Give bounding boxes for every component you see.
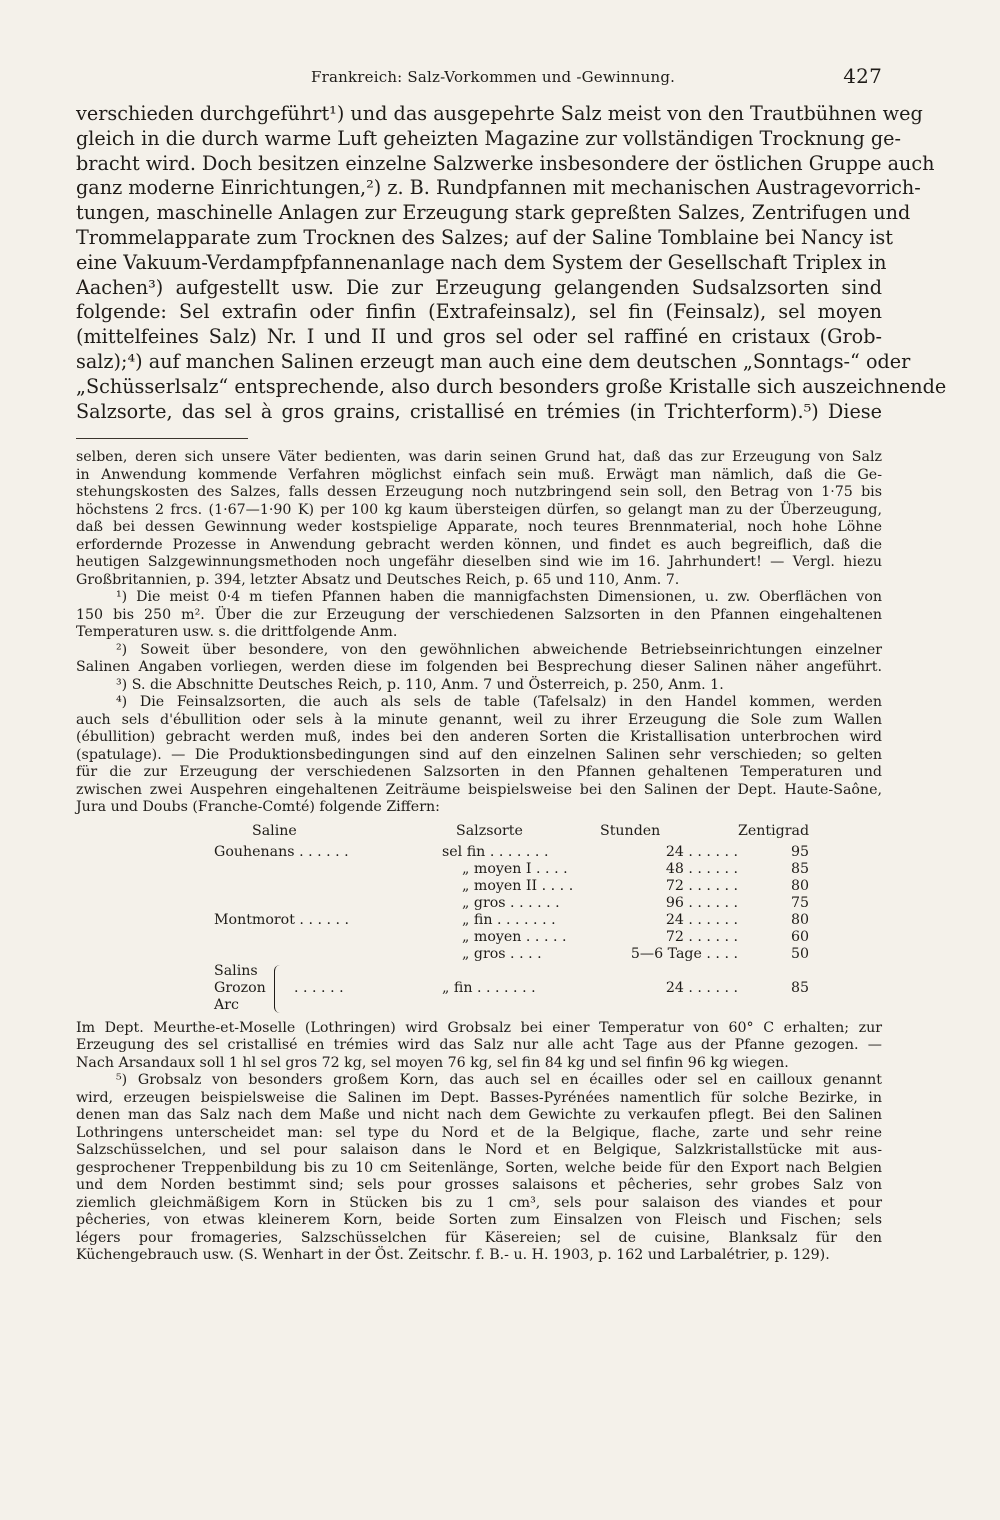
footnote-line: heutigen Salzgewinnungsmethoden noch ungefähr dieselben sind wie im 16. Jahrhundert! — Vergl. hiezu <box>76 554 882 571</box>
table-row <box>214 844 809 861</box>
cell-saline <box>214 861 442 878</box>
footnote-line: Im Dept. Meurthe-et-Moselle (Lothringen) wird Grobsalz bei einer Temperatur von 60° C erhalten; zur <box>76 1019 882 1036</box>
footnote-3 <box>76 677 882 695</box>
salt-production-table <box>214 823 809 1014</box>
footnote-line: ²) Soweit über besondere, von den gewöhnlichen abweichende Betriebseinrichtungen einzelner <box>116 641 882 658</box>
text-line: Aachen³) aufgestellt usw. Die zur Erzeugung gelangenden Sudsalzsorten sind <box>76 275 882 299</box>
footnote-line: und dem Norden bestimmt sind; sels pour grosses salaisons et pêcheries, sehr grobes Salz von <box>76 1177 882 1194</box>
text-line: Salzsorte, das sel à gros grains, cristallisé en trémies (in Trichterform).⁵) Diese <box>76 399 882 423</box>
group-name: Salins <box>214 962 258 979</box>
table-row-grouped <box>214 963 809 1014</box>
book-page <box>76 64 947 1265</box>
footnote-line: auch sels d'ébullition oder sels à la minute genannt, weil zu ihrer Erzeugung die Sole zum Wallen <box>76 711 882 728</box>
footnote-line: selben, deren sich unsere Väter bedienten, was darin seinen Grund hat, daß das zur Erzeugung von Salz <box>76 449 882 466</box>
table-row <box>214 895 809 912</box>
footnote-line: ¹) Die meist 0·4 m tiefen Pfannen haben die mannigfachsten Dimensionen, u. zw. Oberflächen von <box>116 589 882 606</box>
footnote-line: in Anwendung kommende Verfahren möglichst einfach sein muß. Erwägt man nämlich, daß die Ge- <box>76 466 882 483</box>
text-line: bracht wird. Doch besitzen einzelne Salzwerke insbesondere der östlichen Gruppe auch <box>76 151 935 175</box>
column-header-saline: Saline <box>252 822 297 839</box>
cell-zentigrad: 85 <box>790 860 810 877</box>
footnote-4 <box>76 694 882 1072</box>
cell-zentigrad: 75 <box>790 894 810 911</box>
cell-zentigrad: 60 <box>790 928 810 945</box>
group-dots: . . . . . . <box>294 979 344 996</box>
table-row <box>214 946 809 963</box>
cell-zentigrad: 85 <box>790 979 810 996</box>
footnote-2 <box>76 642 882 677</box>
cell-salzsorte: „ gros . . . . <box>462 945 542 962</box>
footnote-line: daß bei dessen Gewinnung weder kostspielige Apparate, noch teures Brennmaterial, noch hohe Löhne <box>76 519 882 536</box>
group-name: Arc <box>214 996 239 1013</box>
table-row <box>214 861 809 878</box>
footnote-line: gesprochener Treppenbildung bis zu 10 cm Seitenlänge, Sorten, welche beide für den Export nach Belgien <box>76 1159 882 1176</box>
cell-stunden: 48 . . . . . . <box>665 860 738 877</box>
cell-stunden: 72 . . . . . . <box>665 877 738 894</box>
text-line: (mittelfeines Salz) Nr. I und II und gros sel oder sel raffiné en cristaux (Grob- <box>76 325 882 349</box>
table-row <box>214 929 809 946</box>
cell-salzsorte: „ fin . . . . . . . <box>442 979 536 996</box>
footnote-line: Nach Arsandaux soll 1 hl sel gros 72 kg, sel moyen 76 kg, sel fin 84 kg und sel finfin 96 kg wiegen. <box>76 1054 789 1071</box>
cell-zentigrad: 95 <box>790 843 810 860</box>
footnote-line: ⁵) Grobsalz von besonders großem Korn, das auch sel en écailles oder sel en cailloux genannt <box>116 1072 882 1089</box>
cell-saline-group <box>214 963 442 1014</box>
cell-salzsorte: „ moyen I . . . . <box>462 860 568 877</box>
cell-zentigrad: 80 <box>790 911 810 928</box>
footnote-line: (ébullition) gebracht werden muß, indes bei den anderen Sorten die Kristallisation unterbrochen wird <box>76 729 882 746</box>
footnote-line: ⁴) Die Feinsalzsorten, die auch als sels de table (Tafelsalz) in den Handel kommen, werden <box>116 694 882 711</box>
footnote-line: (spatulage). — Die Produktionsbedingungen sind auf den einzelnen Salinen sehr verschieden; so gelten <box>76 746 882 763</box>
column-header-salzsorte: Salzsorte <box>456 822 523 839</box>
footnote-5 <box>76 1072 882 1265</box>
cell-salzsorte: „ gros . . . . . . <box>462 894 560 911</box>
footnote-line: denen man das Salz nach dem Maße und nicht nach dem Gewichte zu verkaufen pflegt. Bei den Salinen <box>76 1107 882 1124</box>
footnote-line: Küchengebrauch usw. (S. Wenhart in der Öst. Zeitschr. f. B.- u. H. 1903, p. 162 und Larbalétrier, p. 129). <box>76 1247 830 1264</box>
text-line: folgende: Sel extrafin oder finfin (Extrafeinsalz), sel fin (Feinsalz), sel moyen <box>76 300 882 324</box>
footnote-separator <box>76 438 248 439</box>
cell-salzsorte: „ moyen II . . . . <box>462 877 574 894</box>
text-line: „Schüsserlsalz“ entsprechende, also durch besonders große Kristalle sich auszeichnende <box>76 374 947 398</box>
footnote-line: Salzschüsselchen, und sel pour salaison dans le Nord et en Belgique, Salzkristallstücke mit aus- <box>76 1142 882 1159</box>
footnote-line: stehungskosten des Salzes, falls dessen Erzeugung noch nutzbringend sein soll, den Betrag von 1·75 bis <box>76 484 882 501</box>
footnote-line: pêcheries, von etwas kleinerem Korn, beide Sorten zum Einsalzen von Fleisch und Fischen; sels <box>76 1212 882 1229</box>
group-name: Grozon <box>214 979 266 996</box>
cell-stunden: 24 . . . . . . <box>665 911 738 928</box>
footnote-line: légers pour fromageries, Salzschüsselchen für Käsereien; sel de cuisine, Blanksalz für den <box>76 1229 882 1246</box>
table-row <box>214 912 809 929</box>
text-line: eine Vakuum-Verdampfpfannenanlage nach dem System der Gesellschaft Triplex in <box>76 250 887 274</box>
main-text <box>76 102 947 424</box>
footnote-line: Großbritannien, p. 394, letzter Absatz und Deutsches Reich, p. 65 und 110, Anm. 7. <box>76 571 680 588</box>
footnote-line: Salinen Angaben vorliegen, werden diese im folgenden bei Besprechung dieser Salinen näher angeführt. <box>76 659 882 676</box>
footnote-line: wird, erzeugen beispielsweise die Salinen im Dept. Basses-Pyrénées namentlich für solche Bezirke, in <box>76 1089 882 1106</box>
footnote-line: Temperaturen usw. s. die drittfolgende Anm. <box>76 624 398 641</box>
text-line: tungen, maschinelle Anlagen zur Erzeugung stark gepreßten Salzes, Zentrifugen und <box>76 201 911 225</box>
footnote-line: Lothringens unterscheidet man: sel type du Nord et de la Belgique, flache, zarte und sehr reine <box>76 1124 882 1141</box>
cell-saline: Montmorot . . . . . . <box>214 911 350 928</box>
footnote-line: ziemlich gleichmäßigem Korn in Stücken bis zu 1 cm³, sels pour salaison des viandes et pour <box>76 1194 882 1211</box>
footnote-1 <box>76 589 882 642</box>
text-line: verschieden durchgeführt¹) und das ausgepehrte Salz meist von den Trautbühnen weg <box>76 102 923 125</box>
column-header-stunden: Stunden <box>600 822 661 839</box>
running-head <box>76 64 882 92</box>
column-header-zentigrad: Zentigrad <box>738 822 810 839</box>
footnote-line: erfordernde Prozesse in Anwendung gebracht werden können, und findet es auch begreiflich, daß die <box>76 536 882 553</box>
cell-salzsorte: „ fin . . . . . . . <box>462 911 556 928</box>
cell-saline <box>214 878 442 895</box>
cell-stunden: 96 . . . . . . <box>665 894 738 911</box>
text-line: gleich in die durch warme Luft geheizten Magazine zur vollständigen Trocknung ge- <box>76 126 902 150</box>
cell-salzsorte: „ moyen . . . . . <box>462 928 567 945</box>
footnote-continuation <box>76 449 882 589</box>
footnote-line: Erzeugung des sel cristallisé en trémies wird das Salz nur alle acht Tage aus der Pfanne gezogen. — <box>76 1037 882 1054</box>
cell-zentigrad: 50 <box>790 945 810 962</box>
text-line: ganz moderne Einrichtungen,²) z. B. Rundpfannen mit mechanischen Austragevorrich- <box>76 176 921 200</box>
cell-stunden: 5—6 Tage . . . . <box>630 945 738 962</box>
footnote-line: Jura und Doubs (Franche-Comté) folgende Ziffern: <box>76 799 440 816</box>
text-line: salz);⁴) auf manchen Salinen erzeugt man auch eine dem deutschen „Sonntags-“ oder <box>76 349 911 373</box>
cell-stunden: 72 . . . . . . <box>665 928 738 945</box>
footnotes <box>76 449 882 1265</box>
cell-saline: Gouhenans . . . . . . <box>214 843 349 860</box>
footnote-line: 150 bis 250 m². Über die zur Erzeugung der verschiedenen Salzsorten in den Pfannen eingehaltenen <box>76 606 882 623</box>
footnote-line: für die zur Erzeugung der verschiedenen Salzsorten in den Pfannen gehaltenen Temperaturen und <box>76 764 882 781</box>
cell-stunden: 24 . . . . . . <box>665 843 738 860</box>
page-number: 427 <box>843 64 882 88</box>
cell-saline <box>214 895 442 912</box>
cell-saline <box>214 929 442 946</box>
brace-symbol <box>274 965 281 1013</box>
text-line: Trommelapparate zum Trocknen des Salzes; auf der Saline Tomblaine bei Nancy ist <box>76 225 893 249</box>
table-row <box>214 878 809 895</box>
cell-saline <box>214 946 442 963</box>
table-header-row <box>214 823 809 844</box>
footnote-line: ³) S. die Abschnitte Deutsches Reich, p. 110, Anm. 7 und Österreich, p. 250, Anm. 1. <box>116 676 724 693</box>
footnote-line: höchstens 2 frcs. (1·67—1·90 K) per 100 kg kaum übersteigen dürfen, so gelangt man zu der Überzeugung, <box>76 501 882 518</box>
footnote-line: zwischen zwei Auspehren eingehaltenen Zeiträume beispielsweise bei den Salinen der Dept. Haute-Saône, <box>76 781 882 798</box>
cell-zentigrad: 80 <box>790 877 810 894</box>
cell-stunden: 24 . . . . . . <box>665 979 738 996</box>
running-title: Frankreich: Salz-Vorkommen und -Gewinnung. <box>311 68 676 86</box>
cell-salzsorte: sel fin . . . . . . . <box>442 843 549 860</box>
